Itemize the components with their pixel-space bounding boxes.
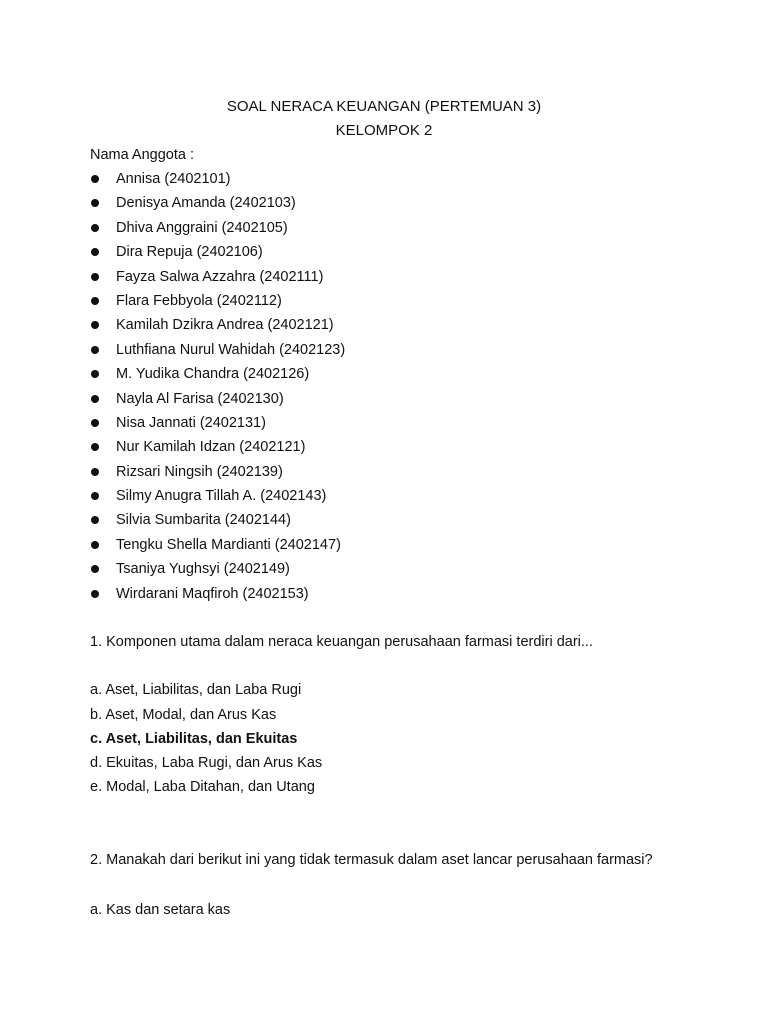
member-item <box>90 167 345 191</box>
bullet-icon <box>91 224 99 232</box>
member-item <box>90 460 345 484</box>
members-label: Nama Anggota : <box>90 147 194 163</box>
member-item <box>90 508 345 532</box>
member-name: M. Yudika Chandra (2402126) <box>116 366 310 383</box>
bullet-icon <box>91 199 99 207</box>
bullet-icon <box>91 541 99 549</box>
bullet-icon <box>91 590 99 598</box>
member-name: Dhiva Anggraini (2402105) <box>116 219 288 236</box>
member-item <box>90 533 345 557</box>
bullet-icon <box>91 321 99 329</box>
bullet-icon <box>91 273 99 281</box>
question-1-text: 1. Komponen utama dalam neraca keuangan perusahaan farmasi terdiri dari... <box>90 634 593 650</box>
member-name: Dira Repuja (2402106) <box>116 244 263 261</box>
bullet-icon <box>91 516 99 524</box>
member-item <box>90 484 345 508</box>
member-name: Nayla Al Farisa (2402130) <box>116 390 284 407</box>
bullet-icon <box>91 297 99 305</box>
question-2-text: 2. Manakah dari berikut ini yang tidak termasuk dalam aset lancar perusahaan farmasi? <box>90 852 653 868</box>
question-1-option-d: d. Ekuitas, Laba Rugi, dan Arus Kas <box>90 755 323 771</box>
member-item <box>90 411 345 435</box>
member-name: Flara Febbyola (2402112) <box>116 292 282 309</box>
question-1-option-a: a. Aset, Liabilitas, dan Laba Rugi <box>90 682 302 698</box>
member-name: Rizsari Ningsih (2402139) <box>116 463 283 480</box>
bullet-icon <box>91 492 99 500</box>
question-2-option-a: a. Kas dan setara kas <box>90 902 231 918</box>
member-name: Tsaniya Yughsyi (2402149) <box>116 561 290 578</box>
member-name: Nur Kamilah Idzan (2402121) <box>116 439 306 456</box>
bullet-icon <box>91 346 99 354</box>
bullet-icon <box>91 443 99 451</box>
member-item <box>90 362 345 386</box>
member-name: Nisa Jannati (2402131) <box>116 414 266 431</box>
member-item <box>90 289 345 313</box>
member-item <box>90 313 345 337</box>
member-name: Annisa (2402101) <box>116 171 231 187</box>
bullet-icon <box>91 565 99 573</box>
document-title: SOAL NERACA KEUANGAN (PERTEMUAN 3) <box>226 98 542 115</box>
member-name: Fayza Salwa Azzahra (2402111) <box>116 268 324 285</box>
member-item <box>90 216 345 240</box>
member-item <box>90 338 345 362</box>
member-name: Luthfiana Nurul Wahidah (2402123) <box>116 341 346 358</box>
bullet-icon <box>91 395 99 403</box>
member-item <box>90 557 345 581</box>
member-item <box>90 240 345 264</box>
member-name: Silvia Sumbarita (2402144) <box>116 512 291 529</box>
member-name: Tengku Shella Mardianti (2402147) <box>116 536 341 553</box>
member-item <box>90 265 345 289</box>
member-item <box>90 435 345 459</box>
bullet-icon <box>91 468 99 476</box>
member-name: Silmy Anugra Tillah A. (2402143) <box>116 488 327 505</box>
bullet-icon <box>91 175 99 183</box>
question-1-option-b: b. Aset, Modal, dan Arus Kas <box>90 707 277 723</box>
document-header <box>0 95 768 143</box>
document-subtitle: KELOMPOK 2 <box>335 122 433 139</box>
question-1-option-c-answer: c. Aset, Liabilitas, dan Ekuitas <box>90 731 298 747</box>
question-1-option-e: e. Modal, Laba Ditahan, dan Utang <box>90 779 315 795</box>
member-name: Denisya Amanda (2402103) <box>116 195 296 212</box>
bullet-icon <box>91 370 99 378</box>
member-item <box>90 582 345 606</box>
member-name: Wirdarani Maqfiroh (2402153) <box>116 585 309 602</box>
member-name: Kamilah Dzikra Andrea (2402121) <box>116 317 334 334</box>
member-item <box>90 191 345 215</box>
bullet-icon <box>91 248 99 256</box>
bullet-icon <box>91 419 99 427</box>
member-item <box>90 387 345 411</box>
member-list <box>90 167 345 606</box>
